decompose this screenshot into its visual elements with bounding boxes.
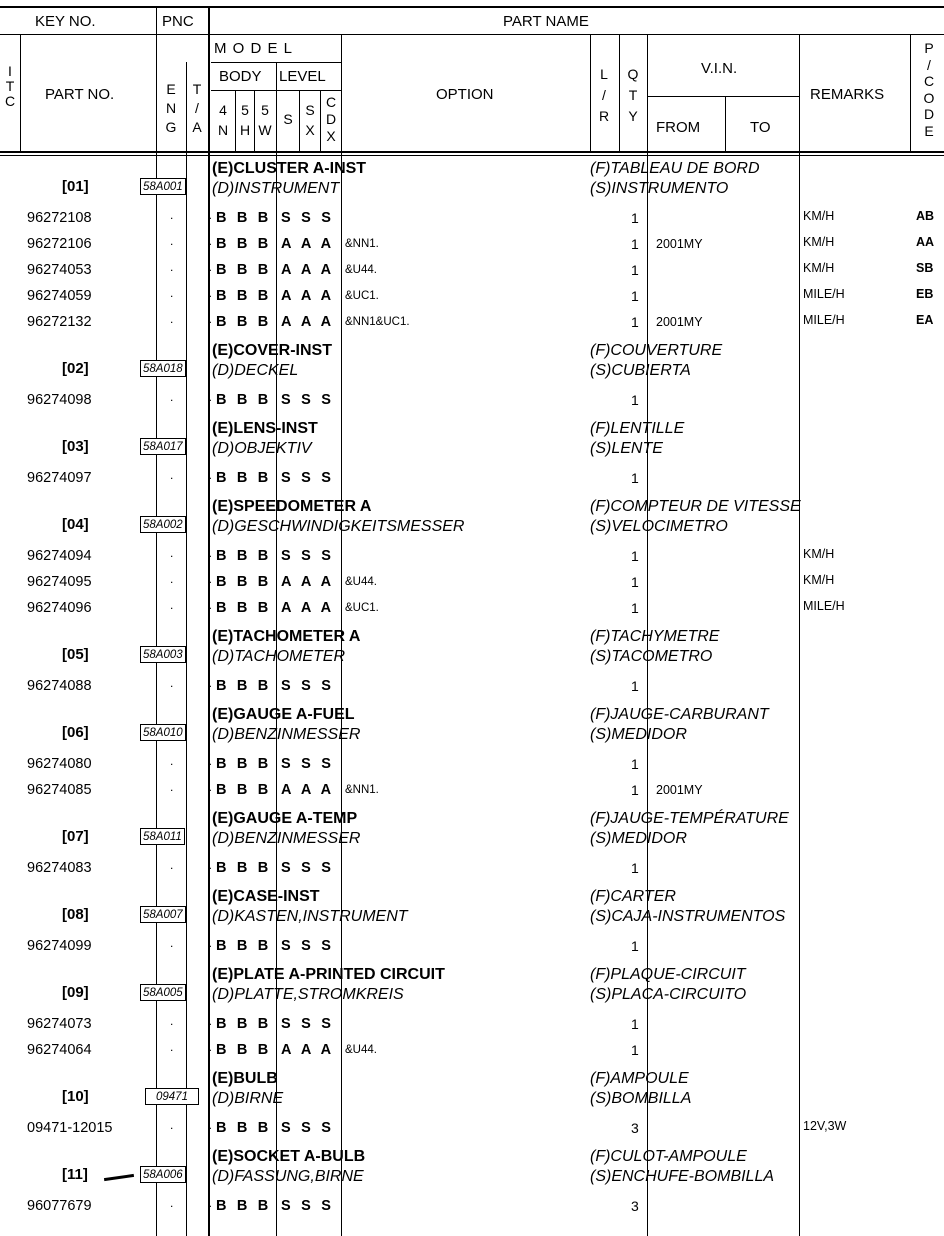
name-english: (E)CASE-INST [212,888,320,905]
eng-ta-dots: . . [170,390,229,404]
name-spanish: (S)INSTRUMENTO [590,180,729,197]
pcode-header: P / C O D E [923,40,935,139]
level-codes: S S S [281,210,335,226]
part-number: 96274085 [27,782,92,798]
pnc-code: 58A007 [140,906,186,923]
eng-ta-dots: . . [170,234,229,248]
key-number: [09] [62,984,89,1001]
remarks: MILE/H [803,599,845,613]
itc-divider [20,34,21,152]
vin-to-header: TO [750,119,771,136]
level-codes: S S S [281,860,335,876]
key-number: [07] [62,828,89,845]
part-number: 96274080 [27,756,92,772]
level-codes: S S S [281,938,335,954]
name-english: (E)GAUGE A-TEMP [212,810,358,827]
vin-divider [799,34,800,1236]
vin-from: 2001MY [656,237,703,251]
option-code: &NN1. [345,238,379,250]
name-german: (D)PLATTE,STROMKREIS [212,986,404,1003]
eng-ta-dots: . . [170,572,229,586]
name-english: (E)SPEEDOMETER A [212,498,372,515]
eng-header: E N G [165,81,177,135]
name-english: (E)TACHOMETER A [212,628,361,645]
pnc-code: 58A003 [140,646,186,663]
quantity: 1 [631,860,639,876]
quantity: 1 [631,782,639,798]
level-col-div-1 [299,90,300,152]
part-number: 96274097 [27,470,92,486]
name-english: (E)CLUSTER A-INST [212,160,367,177]
body-5w-header: 5 W [258,102,272,138]
name-spanish: (S)VELOCIMETRO [590,518,728,535]
level-codes: A A A [281,574,335,590]
name-french: (F)CULOT-AMPOULE [590,1148,747,1165]
name-german: (D)INSTRUMENT [212,180,340,197]
body-codes: B B B [216,860,272,876]
part-number: 96272108 [27,210,92,226]
quantity: 1 [631,548,639,564]
quantity: 1 [631,600,639,616]
pnc-code: 58A017 [140,438,186,455]
level-codes: A A A [281,262,335,278]
qty-header: Q T Y [627,66,639,124]
part-number: 96274099 [27,938,92,954]
pnc-code: 58A001 [140,178,186,195]
itc-header: I T C [4,63,16,109]
name-german: (D)TACHOMETER [212,648,346,665]
quantity: 1 [631,938,639,954]
vin-header: V.I.N. [701,60,738,77]
body-col-div-1 [235,90,236,152]
eng-ta-dots: . . [170,676,229,690]
eng-ta-dots: . . [170,208,229,222]
body-codes: B B B [216,1016,272,1032]
part-number: 96274064 [27,1042,92,1058]
part-number: 96274098 [27,392,92,408]
body-codes: B B B [216,1042,272,1058]
remarks: KM/H [803,573,835,587]
level-codes: A A A [281,236,335,252]
part-number: 96274053 [27,262,92,278]
name-french: (F)TABLEAU DE BORD [590,160,760,177]
option-code: &U44. [345,264,377,276]
name-spanish: (S)CUBIERTA [590,362,691,379]
header-rule-1 [0,34,944,35]
lr-header: L / R [598,66,610,124]
vin-from: 2001MY [656,783,703,797]
level-codes: S S S [281,1120,335,1136]
part-number: 96274088 [27,678,92,694]
part-number: 96274095 [27,574,92,590]
level-codes: A A A [281,600,335,616]
name-english: (E)GAUGE A-FUEL [212,706,355,723]
model-header: M O D E L [214,40,294,57]
pnc-code: 58A002 [140,516,186,533]
p-code: EA [916,313,934,327]
name-spanish: (S)CAJA-INSTRUMENTOS [590,908,786,925]
part-no-header: PART NO. [45,86,115,103]
level-codes: A A A [281,1042,335,1058]
remarks: KM/H [803,547,835,561]
level-col-div-2 [320,90,321,152]
name-spanish: (S)ENCHUFE-BOMBILLA [590,1168,775,1185]
vin-from-to-divider [725,96,726,152]
body-col-div-2 [254,90,255,152]
body-codes: B B B [216,756,272,772]
option-code: &U44. [345,576,377,588]
name-french: (F)JAUGE-TEMPÉRATURE [590,810,789,827]
body-4n-header: 4 N [217,102,229,138]
remarks-header: REMARKS [810,86,885,103]
name-german: (D)OBJEKTIV [212,440,312,457]
name-french: (F)CARTER [590,888,676,905]
part-name-header: PART NAME [503,13,589,30]
key-number: [04] [62,516,89,533]
level-sx-header: S X [305,102,315,138]
name-spanish: (S)PLACA-CIRCUITO [590,986,747,1003]
body-codes: B B B [216,470,272,486]
remarks: 12V,3W [803,1119,847,1133]
part-number: 96274059 [27,288,92,304]
name-english: (E)PLATE A-PRINTED CIRCUIT [212,966,445,983]
remarks: KM/H [803,209,835,223]
name-german: (D)DECKEL [212,362,299,379]
option-code: &UC1. [345,290,379,302]
option-divider [590,34,591,152]
level-codes: S S S [281,470,335,486]
option-code: &NN1. [345,784,379,796]
level-codes: S S S [281,392,335,408]
vin-rule [648,96,800,97]
key-number: [02] [62,360,89,377]
remarks: MILE/H [803,313,845,327]
body-codes: B B B [216,1120,272,1136]
lr-divider [619,34,620,152]
quantity: 1 [631,574,639,590]
key-no-header: KEY NO. [35,13,96,30]
key-number: [08] [62,906,89,923]
level-codes: S S S [281,1016,335,1032]
part-number: 96274073 [27,1016,92,1032]
vin-from-header: FROM [656,119,701,136]
part-number: 96274083 [27,860,92,876]
option-code: &UC1. [345,602,379,614]
name-french: (F)PLAQUE-CIRCUIT [590,966,746,983]
header-bottom-rule-2 [0,155,944,156]
name-german: (D)BIRNE [212,1090,284,1107]
quantity: 1 [631,288,639,304]
p-code: EB [916,287,934,301]
name-spanish: (S)BOMBILLA [590,1090,692,1107]
quantity: 1 [631,470,639,486]
quantity: 3 [631,1120,639,1136]
body-codes: B B B [216,678,272,694]
eng-ta-dots: . . [170,546,229,560]
part-number: 09471-12015 [27,1120,113,1136]
body-header: BODY [219,68,262,85]
name-german: (D)KASTEN,INSTRUMENT [212,908,408,925]
eng-ta-dots: . . [170,780,229,794]
part-number: 96272132 [27,314,92,330]
eng-ta-dots: . . [170,1196,229,1210]
quantity: 1 [631,236,639,252]
pnc-code: 58A006 [140,1166,186,1183]
level-cdx-header: C D X [325,94,337,144]
vin-from: 2001MY [656,315,703,329]
name-english: (E)SOCKET A-BULB [212,1148,366,1165]
level-codes: A A A [281,288,335,304]
name-english: (E)COVER-INST [212,342,332,359]
quantity: 1 [631,262,639,278]
name-german: (D)BENZINMESSER [212,726,361,743]
eng-ta-dots: . . [170,598,229,612]
name-german: (D)GESCHWINDIGKEITSMESSER [212,518,465,535]
name-english: (E)BULB [212,1070,278,1087]
key-number: [05] [62,646,89,663]
name-french: (F)COMPTEUR DE VITESSE [590,498,801,515]
level-codes: A A A [281,782,335,798]
remarks-divider [910,34,911,152]
body-codes: B B B [216,288,272,304]
name-german: (D)BENZINMESSER [212,830,361,847]
key-number: [01] [62,178,89,195]
body-codes: B B B [216,938,272,954]
part-number: 96274096 [27,600,92,616]
key-number: [06] [62,724,89,741]
level-codes: S S S [281,678,335,694]
pnc-code: 58A011 [140,828,185,845]
level-codes: S S S [281,1198,335,1214]
ta-header: T / A [192,81,202,135]
remarks: MILE/H [803,287,845,301]
p-code: SB [916,261,934,275]
pointer-mark-icon [104,1174,134,1181]
name-spanish: (S)MEDIDOR [590,830,687,847]
quantity: 1 [631,756,639,772]
eng-ta-dots: . . [170,468,229,482]
body-codes: B B B [216,262,272,278]
name-german: (D)FASSUNG,BIRNE [212,1168,364,1185]
key-number: [03] [62,438,89,455]
eng-ta-dots: . . [170,260,229,274]
pnc-code: 58A005 [140,984,186,1001]
part-number: 96272106 [27,236,92,252]
name-french: (F)JAUGE-CARBURANT [590,706,769,723]
p-code: AB [916,209,935,223]
quantity: 1 [631,1016,639,1032]
body-5h-header: 5 H [239,102,251,138]
name-spanish: (S)LENTE [590,440,663,457]
quantity: 1 [631,1042,639,1058]
eng-ta-dots: . . [170,858,229,872]
eng-ta-dots: . . [170,1118,229,1132]
pnc-code: 58A018 [140,360,186,377]
quantity: 1 [631,314,639,330]
body-codes: B B B [216,548,272,564]
remarks: KM/H [803,261,835,275]
quantity: 1 [631,210,639,226]
top-rule [0,6,944,8]
body-codes: B B B [216,392,272,408]
eng-ta-dots: . . [170,1040,229,1054]
name-english: (E)LENS-INST [212,420,318,437]
pnc-header: PNC [162,13,194,30]
key-number: [11] [62,1166,88,1183]
option-code: &NN1&UC1. [345,316,410,328]
pnc-code: 58A010 [140,724,186,741]
eng-ta-dots: . . [170,1014,229,1028]
p-code: AA [916,235,935,249]
name-french: (F)AMPOULE [590,1070,689,1087]
name-spanish: (S)TACOMETRO [590,648,713,665]
quantity: 1 [631,392,639,408]
name-spanish: (S)MEDIDOR [590,726,687,743]
name-french: (F)TACHYMETRE [590,628,720,645]
body-codes: B B B [216,236,272,252]
level-header: LEVEL [279,68,326,85]
quantity: 3 [631,1198,639,1214]
option-code: &U44. [345,1044,377,1056]
part-number: 96077679 [27,1198,92,1214]
level-s-header: S [283,111,293,127]
level-codes: S S S [281,548,335,564]
remarks: KM/H [803,235,835,249]
level-codes: A A A [281,314,335,330]
quantity: 1 [631,678,639,694]
eng-ta-dots: . . [170,312,229,326]
name-french: (F)COUVERTURE [590,342,723,359]
body-codes: B B B [216,210,272,226]
header-bottom-rule [0,151,944,153]
option-header: OPTION [436,86,494,103]
part-number: 96274094 [27,548,92,564]
body-codes: B B B [216,600,272,616]
eng-ta-dots: . . [170,936,229,950]
body-codes: B B B [216,1198,272,1214]
body-codes: B B B [216,782,272,798]
name-french: (F)LENTILLE [590,420,685,437]
body-codes: B B B [216,574,272,590]
eng-ta-dots: . . [170,286,229,300]
body-codes: B B B [216,314,272,330]
key-number: [10] [62,1088,89,1105]
pnc-code: 09471 [145,1088,199,1105]
eng-ta-dots: . . [170,754,229,768]
level-codes: S S S [281,756,335,772]
